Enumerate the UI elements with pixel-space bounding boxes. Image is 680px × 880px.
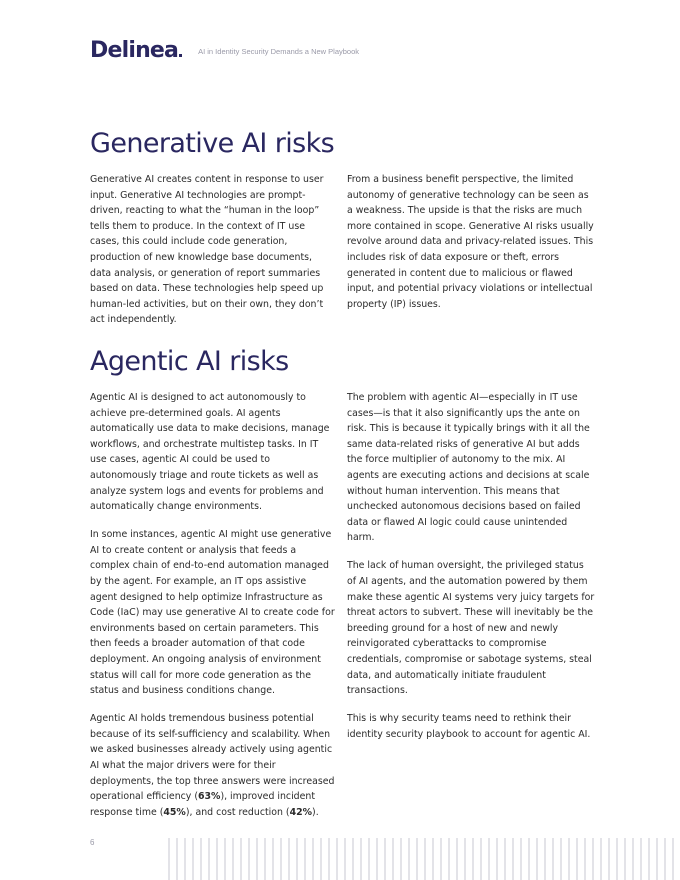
page-number: 6	[90, 838, 95, 847]
stats-mid-2: ), and cost reduction (	[185, 806, 290, 818]
agentic-left-column	[90, 390, 336, 820]
generative-ai-title: Generative AI risks	[90, 128, 335, 159]
stats-outro: ).	[312, 806, 319, 818]
generative-left-column	[90, 172, 336, 328]
generative-left-paragraph-1: Generative AI creates content in response to user input. Generative AI technologies are prompt-driven, reacting to what the “human in the loop” tells them to produce. In the context of IT use cases, this could include code generation, production of new knowledge base documents, data analysis, or generation of report summaries based on data. These technologies help speed up human-led activities, but on their own, they don’t act independently.	[90, 174, 324, 326]
decorative-stripes	[168, 838, 680, 880]
generative-right-column	[347, 172, 595, 312]
agentic-right-paragraph-2: The lack of human oversight, the privileged status of AI agents, and the automation powered by them make these agentic AI systems very juicy targets for threat actors to subvert. These will inevitably be the breeding ground for a host of new and newly reinvigorated cyberattacks to compromise credentials, compromise or sabotage systems, steal data, and automatically initiate fraudulent transactions.	[347, 560, 595, 697]
agentic-left-paragraph-2: In some instances, agentic AI might use generative AI to create content or analysis that feeds a complex chain of end-to-end automation managed by the agent. For example, an IT ops assistive agent designed to help optimize Infrastructure as Code (IaC) may use generative AI to create code for environments based on certain parameters. This then feeds a broader automation of that code deployment. An ongoing analysis of environment status will call for more code generation as the status and business conditions change.	[90, 529, 335, 697]
stats-mid-1: ), improved incident response time (	[90, 791, 316, 818]
generative-right-paragraph-1: From a business benefit perspective, the limited autonomy of generative technology can be seen as a weakness. The upside is that the risks are much more contained in scope. Generative AI risks usually revolve around data and privacy-related issues. This includes risk of data exposure or theft, errors generated in content due to malicious or flawed input, and potential privacy violations or intellectual property (IP) issues.	[347, 174, 594, 310]
stat-incident-response: 45%	[163, 806, 186, 818]
agentic-right-paragraph-1: The problem with agentic AI—especially in IT use cases—is that it also significantly ups the ante on risk. This is because it typically brings with it all the same data-related risks of generative AI but adds the force multiplier of autonomy to the mix. AI agents are executing actions and decisions at scale without human intervention. This means that unchecked autonomous decisions based on failed data or flawed AI logic could cause unintended harm.	[347, 392, 590, 544]
header-tagline: AI in Identity Security Demands a New Playbook	[198, 47, 360, 56]
agentic-right-paragraph-3: This is why security teams need to rethink their identity security playbook to account for agentic AI.	[347, 713, 591, 740]
stats-intro: Agentic AI holds tremendous business potential because of its self-sufficiency and scalability. When we asked businesses already actively using agentic AI what the major drivers were for their deployments, the top three answers were increased operational efficiency (	[90, 713, 335, 803]
page-header	[90, 38, 359, 64]
agentic-stats-paragraph	[90, 711, 336, 820]
stat-cost-reduction: 42%	[289, 806, 313, 818]
stat-operational-efficiency: 63%	[197, 791, 221, 803]
logo-dot-icon	[179, 54, 182, 57]
agentic-ai-title: Agentic AI risks	[90, 346, 289, 377]
agentic-left-paragraph-1: Agentic AI is designed to act autonomously to achieve pre-determined goals. AI agents automatically use data to make decisions, manage workflows, and orchestrate multistep tasks. In IT use cases, agentic AI could be used to autonomously triage and route tickets as well as analyze system logs and events for problems and automatically change environments.	[90, 392, 330, 513]
delinea-logo: Delinea	[90, 38, 182, 64]
agentic-right-column	[347, 390, 595, 742]
